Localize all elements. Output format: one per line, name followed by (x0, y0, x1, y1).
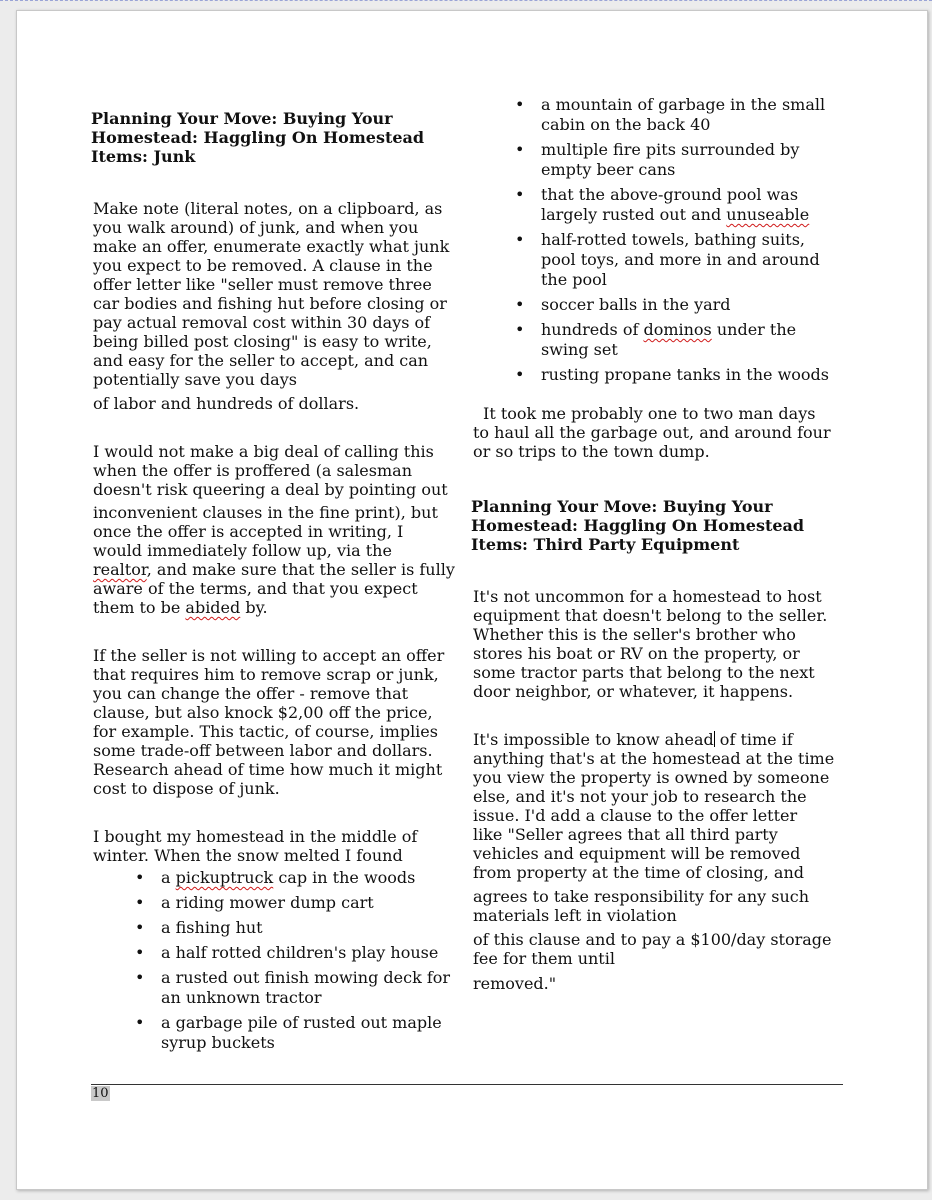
heading-line: Items: Junk (91, 147, 196, 166)
text-line: being billed post closing" is easy to write, (93, 332, 432, 351)
text-line: stores his boat or RV on the property, or (473, 644, 800, 663)
text-line: anything that's at the homestead at the time (473, 749, 835, 768)
text-line: some tractor parts that belong to the next (473, 663, 815, 682)
list-item (91, 918, 467, 938)
bullet: • (135, 868, 145, 887)
misspelled-word[interactable]: realtor (93, 560, 147, 579)
text-line (93, 560, 467, 579)
misspelled-word[interactable]: abided (185, 598, 241, 617)
list-item (91, 968, 467, 1008)
junk-list-continued (473, 95, 857, 385)
heading-line: Homestead: Haggling On Homestead (471, 516, 805, 535)
text-line: from property at the time of closing, and (473, 863, 804, 882)
text-line: aware of the terms, and that you expect (93, 579, 418, 598)
text-line: pay actual removal cost within 30 days of (93, 313, 431, 332)
text-line: make an offer, enumerate exactly what junk (93, 237, 450, 256)
paragraph-not-willing (93, 646, 467, 798)
paragraph-continuation (93, 394, 467, 413)
misspelled-word[interactable]: unuseable (726, 205, 810, 224)
text-line: of labor and hundreds of dollars. (93, 394, 360, 413)
list-item-text: multiple fire pits surrounded by (541, 140, 800, 159)
text-fragment: largely rusted out and (541, 205, 727, 224)
bullet: • (135, 943, 145, 962)
text-line: vehicles and equipment will be removed (473, 844, 801, 863)
bullet: • (135, 1013, 145, 1032)
text-line: and easy for the seller to accept, and can (93, 351, 429, 370)
text-line: else, and it's not your job to research the (473, 787, 807, 806)
text-line (93, 598, 467, 617)
right-column (473, 95, 857, 993)
text-fragment: by. (240, 598, 268, 617)
paragraph-bought-homestead (93, 827, 467, 865)
text-line: doesn't risk queering a deal by pointing out (93, 480, 448, 499)
list-item (91, 943, 467, 963)
text-line: for example. This tactic, of course, implies (93, 722, 438, 741)
junk-list (91, 868, 467, 1053)
text-line: It's not uncommon for a homestead to host (473, 587, 822, 606)
list-item-text: a garbage pile of rusted out maple (161, 1013, 442, 1032)
list-item-text: pool toys, and more in and around (541, 250, 820, 269)
list-item-text: that the above-ground pool was (541, 185, 799, 204)
list-item-text: empty beer cans (541, 160, 676, 179)
paragraph-took-me (473, 404, 857, 461)
text-fragment: , and make sure that the seller is fully (146, 560, 455, 579)
list-item-text: the pool (541, 270, 607, 289)
list-item-text: syrup buckets (161, 1033, 275, 1052)
list-item (473, 185, 857, 225)
text-line: I bought my homestead in the middle of (93, 827, 418, 846)
bullet: • (515, 140, 525, 159)
heading-line: Planning Your Move: Buying Your (91, 109, 393, 128)
text-line: when the offer is proffered (a salesman (93, 461, 412, 480)
text-line: you can change the offer - remove that (93, 684, 409, 703)
text-line: potentially save you days (93, 370, 297, 389)
text-line: clause, but also knock $2,00 off the price, (93, 703, 433, 722)
text-line: offer letter like "seller must remove three (93, 275, 432, 294)
text-line: Make note (literal notes, on a clipboard, as (93, 199, 443, 218)
list-item (91, 1013, 467, 1053)
text-line: to haul all the garbage out, and around four (473, 423, 831, 442)
text-fragment: a (161, 868, 176, 887)
text-line: fee for them until (473, 949, 615, 968)
document-page[interactable] (16, 10, 928, 1190)
text-line: cost to dispose of junk. (93, 779, 280, 798)
misspelled-word[interactable]: pickuptruck (175, 868, 274, 887)
misspelled-word[interactable]: dominos (643, 320, 712, 339)
list-item-text: a mountain of garbage in the small (541, 95, 826, 114)
text-fragment: them to be (93, 598, 186, 617)
text-fragment: under the (711, 320, 797, 339)
paragraph-impossible-cont-2 (473, 930, 857, 968)
text-line: you expect to be removed. A clause in the (93, 256, 433, 275)
list-item (473, 295, 857, 315)
list-item-text: cabin on the back 40 (541, 115, 711, 134)
text-line: that requires him to remove scrap or junk, (93, 665, 439, 684)
list-item-text: a rusted out finish mowing deck for (161, 968, 451, 987)
heading-line: Items: Third Party Equipment (471, 535, 740, 554)
text-line: Whether this is the seller's brother who (473, 625, 796, 644)
bullet: • (515, 295, 525, 314)
list-item (473, 320, 857, 360)
text-line: door neighbor, or whatever, it happens. (473, 682, 794, 701)
text-line: I would not make a big deal of calling this (93, 442, 434, 461)
bullet: • (515, 185, 525, 204)
bullet: • (135, 918, 145, 937)
list-item (473, 95, 857, 135)
top-guide-line (0, 0, 932, 1)
heading-junk (91, 109, 467, 166)
bullet: • (135, 893, 145, 912)
text-line: If the seller is not willing to accept an offer (93, 646, 445, 665)
list-item-text (541, 320, 857, 340)
left-column (91, 109, 467, 1058)
text-line: equipment that doesn't belong to the seller. (473, 606, 828, 625)
text-line: winter. When the snow melted I found (93, 846, 403, 865)
paragraph-impossible (473, 730, 857, 882)
footer-rule (91, 1084, 843, 1085)
heading-line: Homestead: Haggling On Homestead (91, 128, 425, 147)
paragraph-big-deal (93, 442, 467, 617)
bullet: • (515, 95, 525, 114)
list-item-text: half-rotted towels, bathing suits, (541, 230, 806, 249)
heading-third-party (471, 497, 857, 554)
list-item-text: rusting propane tanks in the woods (541, 365, 829, 384)
text-line: would immediately follow up, via the (93, 541, 392, 560)
text-line: It took me probably one to two man days (483, 404, 816, 423)
text-fragment: of time if (714, 730, 793, 749)
paragraph-impossible-cont-3 (473, 974, 857, 993)
text-line: car bodies and fishing hut before closing or (93, 294, 447, 313)
bullet: • (135, 968, 145, 987)
text-line: materials left in violation (473, 906, 677, 925)
list-item (91, 893, 467, 913)
text-line: inconvenient clauses in the fine print), but (93, 503, 438, 522)
text-line: you view the property is owned by someone (473, 768, 830, 787)
text-line: removed." (473, 974, 557, 993)
bullet: • (515, 230, 525, 249)
list-item-text: soccer balls in the yard (541, 295, 731, 314)
heading-line: Planning Your Move: Buying Your (471, 497, 773, 516)
text-line: you walk around) of junk, and when you (93, 218, 419, 237)
text-fragment: It's impossible to know ahead (473, 730, 714, 749)
text-line: of this clause and to pay a $100/day storage (473, 930, 832, 949)
list-item-text: a riding mower dump cart (161, 893, 374, 912)
text-line: issue. I'd add a clause to the offer letter (473, 806, 798, 825)
list-item-text: swing set (541, 340, 618, 359)
text-fragment: cap in the woods (273, 868, 416, 887)
text-line (473, 730, 857, 749)
list-item-text: a half rotted children's play house (161, 943, 439, 962)
paragraph-impossible-cont-1 (473, 887, 857, 925)
text-line: once the offer is accepted in writing, I (93, 522, 404, 541)
bullet: • (515, 320, 525, 339)
list-item (91, 868, 467, 888)
list-item-text: a fishing hut (161, 918, 263, 937)
text-fragment: hundreds of (541, 320, 644, 339)
text-line: like "Seller agrees that all third party (473, 825, 778, 844)
text-line: Research ahead of time how much it might (93, 760, 443, 779)
list-item (473, 365, 857, 385)
paragraph-make-note (93, 199, 467, 389)
paragraph-not-uncommon (473, 587, 857, 701)
bullet: • (515, 365, 525, 384)
list-item (473, 140, 857, 180)
list-item (473, 230, 857, 290)
list-item-text: an unknown tractor (161, 988, 322, 1007)
text-line: agrees to take responsibility for any such (473, 887, 810, 906)
list-item-text (541, 205, 857, 225)
page-number: 10 (92, 1086, 109, 1101)
text-line: or so trips to the town dump. (473, 442, 710, 461)
text-line: some trade-off between labor and dollars. (93, 741, 433, 760)
